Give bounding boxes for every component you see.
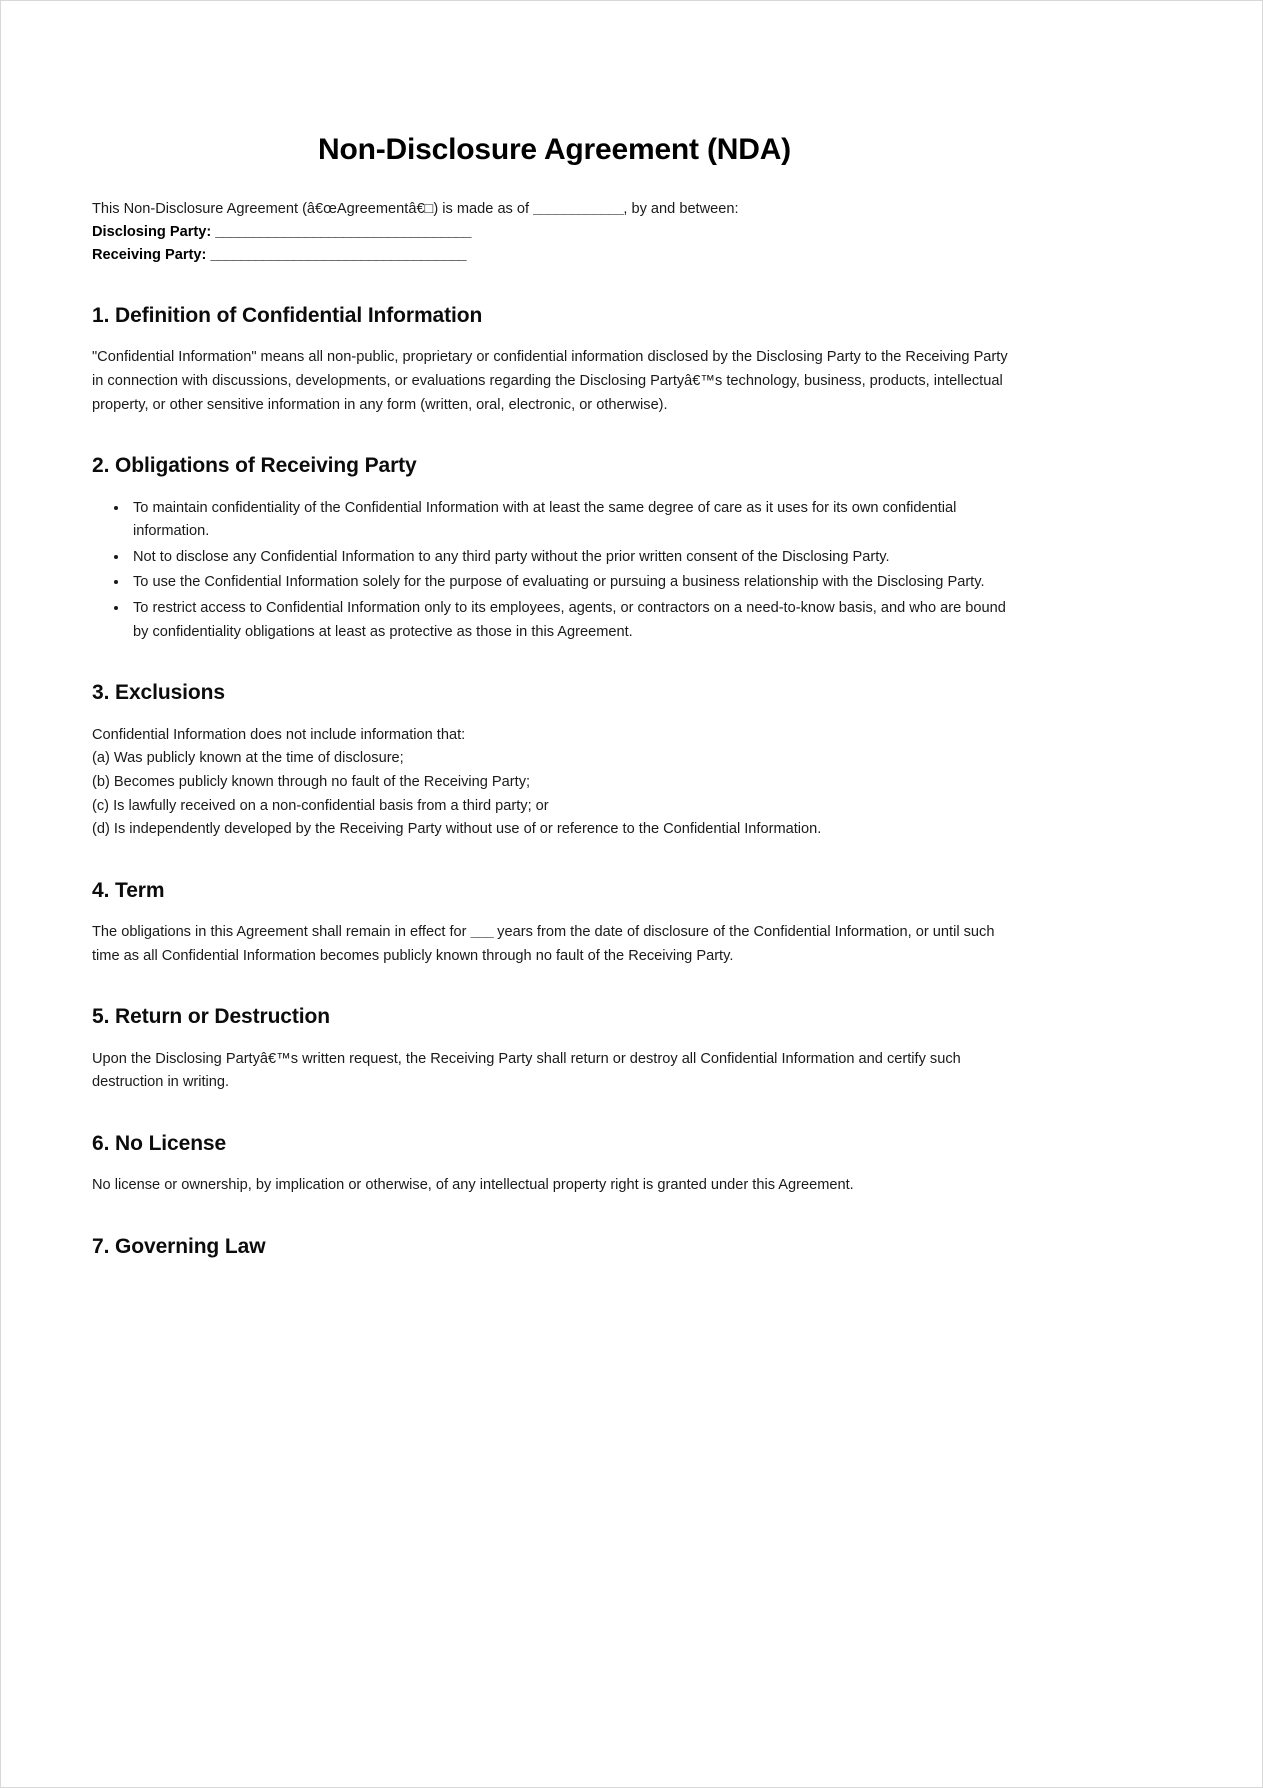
exclusions-intro-line: Confidential Information does not include information that: [92, 726, 466, 743]
receiving-party-label: Receiving Party: [92, 247, 207, 264]
disclosing-party-line [92, 221, 1017, 244]
section-6-paragraph: No license or ownership, by implication or otherwise, of any intellectual property right is granted under this Agreement. [92, 1177, 854, 1194]
section-heading-1: 1. Definition of Confidential Information [92, 304, 483, 328]
section-return-or-destruction [92, 1004, 1017, 1095]
section-obligations-of-receiving-party [92, 453, 1017, 644]
section-body-6 [92, 1174, 1017, 1198]
disclosing-party-label: Disclosing Party: [92, 224, 212, 241]
section-4-paragraph [92, 921, 1017, 968]
exclusion-item-c: (c) Is lawfully received on a non-confidential basis from a third party; or [92, 797, 549, 814]
section-no-license [92, 1131, 1017, 1198]
section-heading-3: 3. Exclusions [92, 681, 225, 705]
term-years-blank-field[interactable]: ___ [470, 924, 494, 941]
intro-parties-line [92, 198, 1017, 221]
section-heading-7: 7. Governing Law [92, 1234, 266, 1258]
section-5-paragraph: Upon the Disclosing Partyâ€™s written request, the Receiving Party shall return or destroy all Confidential Information and certify such destruction in writing. [92, 1050, 961, 1091]
receiving-party-line [92, 244, 1017, 267]
section-body-5 [92, 1048, 1017, 1095]
document-sheet [92, 1, 1017, 1680]
date-blank-field[interactable]: ____________ [533, 201, 624, 217]
list-item: • To use the Confidential Information solely for the purpose of evaluating or pursuing a business relationship with the Disclosing Party. [129, 571, 1017, 595]
agreement-intro-block [92, 198, 1017, 267]
obligations-bullet-list [92, 497, 1017, 645]
section-body-3 [92, 724, 1017, 842]
page-title: Non-Disclosure Agreement (NDA) [318, 133, 791, 166]
exclusion-item-b: (b) Becomes publicly known through no fault of the Receiving Party; [92, 773, 531, 790]
section-term [92, 878, 1017, 969]
section-governing-law [92, 1234, 1017, 1260]
section-1-paragraph: "Confidential Information" means all non-public, proprietary or confidential information disclosed by the Disclosing Party to the Receiving Party in connection with discussions, developments, or evaluations regarding the Disclosing Partyâ€™s technology, business, products, intellectual property, or other sensitive information in any form (written, oral, electronic, or otherwise). [92, 349, 1008, 413]
page-bottom-whitespace [92, 1260, 1017, 1680]
list-item: • To restrict access to Confidential Information only to its employees, agents, or contractors on a need-to-know basis, and who are bound by confidentiality obligations at least as protective as those in this Agreement. [129, 597, 1017, 644]
intro-text-before-date: This Non-Disclosure Agreement (â€œAgreementâ€□) is made as of [92, 201, 534, 217]
term-text-before-blank: The obligations in this Agreement shall remain in effect for [92, 924, 471, 941]
section-heading-5: 5. Return or Destruction [92, 1005, 330, 1029]
section-body-4 [92, 921, 1017, 968]
disclosing-party-blank-field[interactable]: __________________________________ [215, 224, 471, 241]
exclusion-item-a: (a) Was publicly known at the time of disclosure; [92, 750, 404, 767]
section-heading-2: 2. Obligations of Receiving Party [92, 454, 417, 478]
section-exclusions [92, 680, 1017, 841]
exclusion-item-d: (d) Is independently developed by the Receiving Party without use of or reference to the Confidential Information. [92, 821, 822, 838]
section-body-1 [92, 346, 1017, 417]
list-item: • Not to disclose any Confidential Information to any third party without the prior written consent of the Disclosing Party. [129, 546, 1017, 570]
receiving-party-blank-field[interactable]: __________________________________ [210, 247, 466, 264]
section-heading-4: 4. Term [92, 878, 165, 902]
section-definition-of-confidential-information [92, 303, 1017, 417]
list-item: • To maintain confidentiality of the Confidential Information with at least the same degree of care as it uses for its own confidential information. [129, 497, 1017, 544]
section-heading-6: 6. No License [92, 1131, 227, 1155]
term-text-after-blank: years from the date of disclosure of the Confidential Information, or until such time as all Confidential Information becomes publicly known through no fault of the Receiving Party. [92, 924, 995, 964]
intro-text-after-date: , by and between: [623, 201, 739, 217]
